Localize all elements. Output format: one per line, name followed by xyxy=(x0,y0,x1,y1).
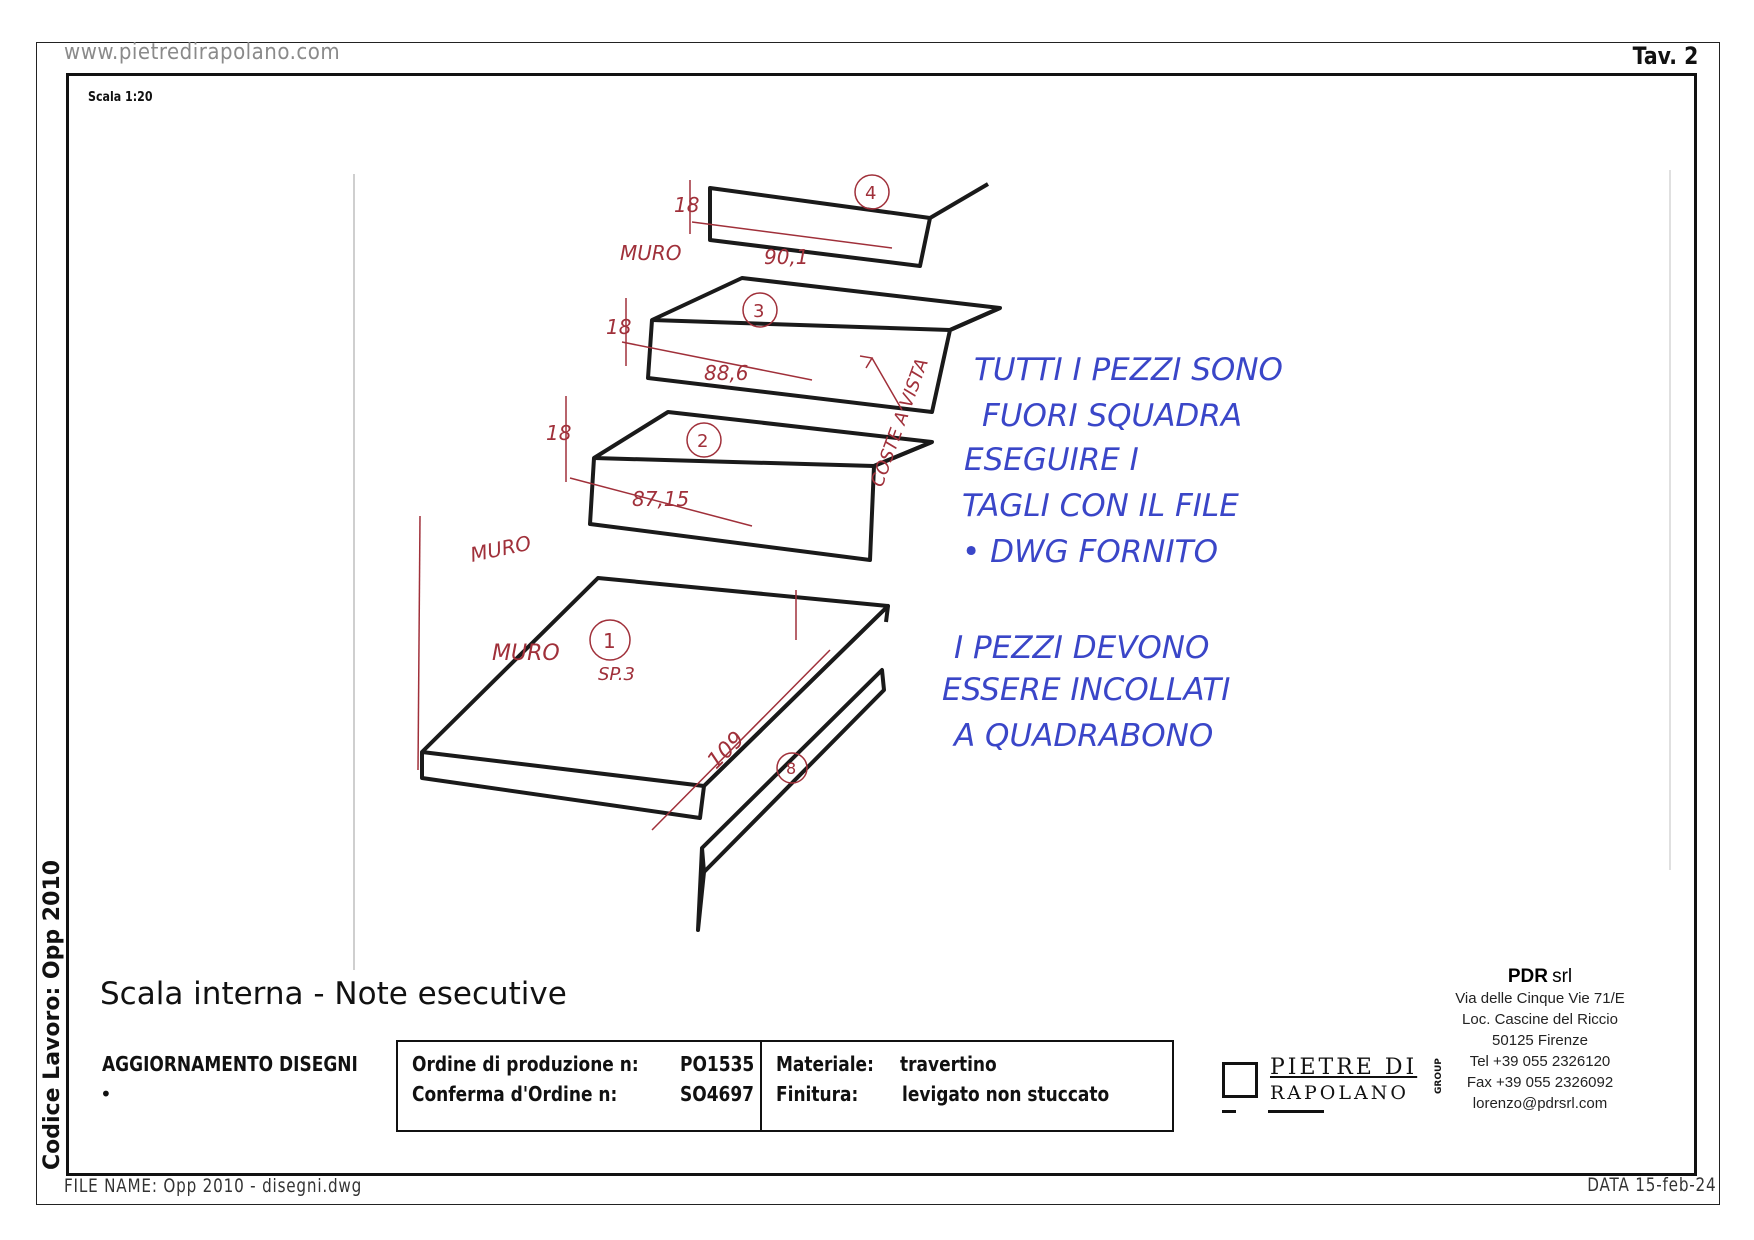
execution-notes xyxy=(942,352,1283,754)
note2-line3: A QUADRABONO xyxy=(954,718,1214,754)
dim-18-low: 18 xyxy=(546,421,572,445)
step-1-label: 1 xyxy=(603,629,616,653)
finish-label: Finitura: xyxy=(776,1082,859,1106)
sheet-number: Tav. 2 xyxy=(1632,42,1698,70)
wall-label-top: MURO xyxy=(620,241,682,265)
company-name: PDR xyxy=(1507,966,1548,987)
company-email: lorenzo@pdrsrl.com xyxy=(1472,1095,1608,1112)
company-address3: 50125 Firenze xyxy=(1492,1032,1588,1049)
confirm-label: Conferma d'Ordine n: xyxy=(412,1082,618,1106)
dim-18-mid: 18 xyxy=(606,315,632,339)
note1-line4: TAGLI CON IL FILE xyxy=(962,488,1239,524)
file-name: FILE NAME: Opp 2010 - disegni.dwg xyxy=(64,1175,363,1197)
logo-text-line2: RAPOLANO xyxy=(1270,1082,1409,1104)
order-label: Ordine di produzione n: xyxy=(412,1052,639,1076)
logo-vertical-text: GROUP xyxy=(1434,1058,1444,1094)
visible-edges-label: COSTE A VISTA xyxy=(866,355,933,490)
wall-label-landing: MURO xyxy=(492,641,560,666)
drawing-title: Scala interna - Note esecutive xyxy=(100,976,567,1012)
job-code: Codice Lavoro: Opp 2010 xyxy=(40,860,65,1170)
company-info xyxy=(1440,966,1640,1114)
finish-value: levigato non stuccato xyxy=(902,1082,1110,1106)
update-bullet: • xyxy=(100,1082,112,1106)
step-8-label: 8 xyxy=(786,759,797,778)
step-3-label: 3 xyxy=(753,301,765,322)
note2-line1: I PEZZI DEVONO xyxy=(954,630,1210,666)
company-tel: Tel +39 055 2326120 xyxy=(1469,1053,1611,1070)
step-2-label: 2 xyxy=(697,431,709,452)
material-label: Materiale: xyxy=(776,1052,874,1076)
update-label: AGGIORNAMENTO DISEGNI xyxy=(102,1052,358,1076)
step-markers xyxy=(590,175,889,783)
logo-dash xyxy=(1222,1110,1236,1113)
note1-line3: ESEGUIRE I xyxy=(964,442,1139,478)
drawing-date: DATA 15-feb-24 xyxy=(1586,1174,1716,1196)
wall-label-side: MURO xyxy=(468,530,534,567)
dim-18-top: 18 xyxy=(674,193,700,217)
note2-line2: ESSERE INCOLLATI xyxy=(942,672,1231,708)
logo-text-line1: PIETRE DI xyxy=(1270,1055,1418,1080)
hand-sketch xyxy=(352,170,1672,970)
order-info-divider xyxy=(760,1040,762,1132)
dim-87-15: 87,15 xyxy=(632,487,690,511)
company-fax: Fax +39 055 2326092 xyxy=(1466,1074,1614,1091)
note1-line5: • DWG FORNITO xyxy=(962,534,1218,570)
logo-square-icon xyxy=(1222,1062,1258,1098)
confirm-value: SO4697 xyxy=(680,1082,755,1106)
thickness-label: SP.3 xyxy=(598,664,635,685)
dim-109: 109 xyxy=(702,726,750,775)
company-address2: Loc. Cascine del Riccio xyxy=(1462,1011,1618,1028)
step-4-label: 4 xyxy=(865,183,877,204)
company-suffix: srl xyxy=(1552,966,1573,987)
dim-90-1: 90,1 xyxy=(764,245,809,269)
order-value: PO1535 xyxy=(680,1052,755,1076)
scale-label: Scala 1:20 xyxy=(88,90,153,105)
note1-line2: FUORI SQUADRA xyxy=(982,398,1243,434)
website-url: www.pietredirapolano.com xyxy=(64,40,341,65)
dim-88-6: 88,6 xyxy=(704,361,749,385)
company-address1: Via delle Cinque Vie 71/E xyxy=(1455,990,1625,1007)
logo-underline xyxy=(1268,1110,1324,1113)
note1-line1: TUTTI I PEZZI SONO xyxy=(974,352,1283,388)
material-value: travertino xyxy=(900,1052,997,1076)
